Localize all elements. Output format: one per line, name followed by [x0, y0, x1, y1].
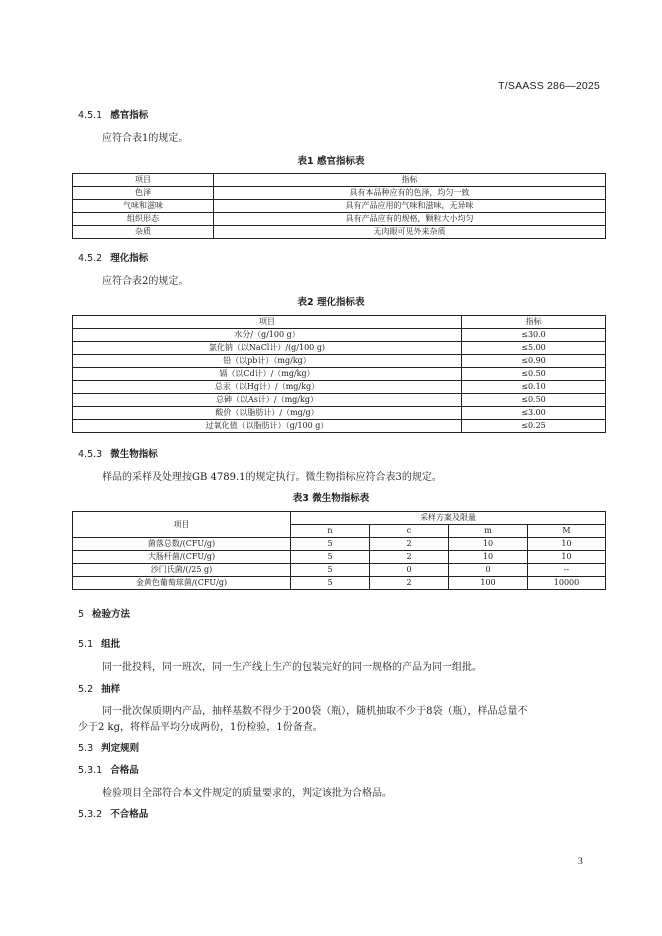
section-number: 5.3.1	[78, 765, 103, 776]
table-cell: 5	[291, 551, 370, 564]
section-number: 5.1	[78, 639, 94, 650]
table-cell: 色泽	[73, 187, 214, 200]
section-title: 检验方法	[92, 609, 131, 620]
table-cell: 具有产品应用的气味和滋味，无异味	[214, 200, 606, 213]
table-cell: 气味和滋味	[73, 200, 214, 213]
table-cell: 2	[370, 551, 449, 564]
table-cell: ≤30.0	[462, 329, 606, 342]
section-title: 不合格品	[110, 809, 149, 820]
table-row	[73, 551, 606, 564]
section-5-3-2-heading	[78, 806, 148, 820]
table-row	[73, 368, 606, 381]
table-2-physicochemical	[72, 315, 606, 433]
table-cell: 具有本品种应有的色泽，均匀一致	[214, 187, 606, 200]
table-cell: 10	[528, 551, 606, 564]
table-cell: 过氧化值（以脂肪计）（g/100 g）	[73, 420, 462, 433]
table-1-caption: 表1 感官指标表	[297, 156, 365, 167]
section-4-5-2-text: 应符合表2的规定。	[102, 276, 189, 287]
table-cell: 0	[449, 564, 528, 577]
section-title: 微生物指标	[110, 449, 158, 460]
table-cell: 菌落总数/(CFU/g)	[73, 538, 291, 551]
header-cell: M	[528, 525, 606, 538]
table-header-row	[73, 316, 606, 329]
table-2-caption: 表2 理化指标表	[297, 297, 365, 308]
table-1-sensory	[72, 173, 606, 239]
section-title: 抽样	[101, 684, 121, 695]
header-cell: 项目	[73, 174, 214, 187]
section-number: 4.5.2	[78, 253, 103, 264]
table-cell: 无肉眼可见外来杂质	[214, 226, 606, 239]
table-row	[73, 187, 606, 200]
section-title: 感官指标	[110, 110, 149, 121]
section-4-5-1-text: 应符合表1的规定。	[102, 133, 189, 144]
table-row	[73, 420, 606, 433]
table-cell: 组织形态	[73, 213, 214, 226]
section-number: 5.3.2	[78, 809, 103, 820]
section-5-2-text-line-1: 同一批次保质期内产品，抽样基数不得少于200袋（瓶），随机抽取不少于8袋（瓶），样品总量不	[102, 706, 528, 717]
table-row	[73, 407, 606, 420]
section-5-heading	[78, 606, 130, 620]
table-cell: 镉（以Cd计）/（mg/kg）	[73, 368, 462, 381]
section-4-5-3-heading	[78, 446, 158, 460]
table-cell: ≤0.25	[462, 420, 606, 433]
table-cell: 2	[370, 538, 449, 551]
table-header-row	[73, 512, 606, 525]
section-4-5-1-heading	[78, 107, 148, 121]
table-cell: 杂质	[73, 226, 214, 239]
table-cell: 沙门氏菌/(/25 g)	[73, 564, 291, 577]
section-number: 4.5.3	[78, 449, 103, 460]
table-row	[73, 538, 606, 551]
header-cell: 指标	[214, 174, 606, 187]
table-row	[73, 226, 606, 239]
document-code: T/SAASS 286—2025	[498, 80, 600, 92]
table-row	[73, 213, 606, 226]
table-cell: 2	[370, 577, 449, 590]
header-cell: 采样方案及限量	[291, 512, 606, 525]
table-cell: 总汞（以Hg计）/（mg/kg）	[73, 381, 462, 394]
table-cell: --	[528, 564, 606, 577]
table-row	[73, 355, 606, 368]
table-cell: 水分/（g/100 g）	[73, 329, 462, 342]
table-cell: 氯化钠（以NaCl计）/(g/100 g)	[73, 342, 462, 355]
section-title: 判定规则	[101, 743, 140, 754]
table-row	[73, 342, 606, 355]
table-cell: ≤0.90	[462, 355, 606, 368]
table-cell: 10	[449, 538, 528, 551]
table-row	[73, 394, 606, 407]
section-5-2-text-line-2: 少于2 kg，将样品平均分成两份，1份检验，1份备查。	[78, 722, 323, 733]
section-5-1-text: 同一批投料，同一班次，同一生产线上生产的包装完好的同一规格的产品为同一组批。	[102, 662, 482, 673]
table-cell: 酸价（以脂肪计）/（mg/g）	[73, 407, 462, 420]
table-row	[73, 577, 606, 590]
table-row	[73, 381, 606, 394]
table-cell: ≤0.50	[462, 394, 606, 407]
table-3-microbial	[72, 511, 606, 590]
table-cell: 10	[449, 551, 528, 564]
section-5-3-1-text: 检验项目全部符合本文件规定的质量要求的，判定该批为合格品。	[102, 788, 392, 799]
table-cell: 大肠杆菌/(CFU/g)	[73, 551, 291, 564]
section-title: 理化指标	[110, 253, 149, 264]
header-cell: c	[370, 525, 449, 538]
table-cell: ≤0.50	[462, 368, 606, 381]
section-5-3-heading	[78, 740, 139, 754]
table-cell: 10000	[528, 577, 606, 590]
section-title: 组批	[101, 639, 121, 650]
header-cell: n	[291, 525, 370, 538]
table-cell: 100	[449, 577, 528, 590]
section-number: 5.2	[78, 684, 94, 695]
header-cell: 项目	[73, 512, 291, 538]
section-4-5-2-heading	[78, 250, 148, 264]
table-cell: 总砷（以As计）/（mg/kg）	[73, 394, 462, 407]
table-cell: 金黄色葡萄球菌/(CFU/g)	[73, 577, 291, 590]
section-5-1-heading	[78, 636, 120, 650]
table-cell: 5	[291, 564, 370, 577]
section-5-2-heading	[78, 681, 120, 695]
table-cell: 铅（以pb计）（mg/kg）	[73, 355, 462, 368]
table-cell: 5	[291, 538, 370, 551]
header-cell: m	[449, 525, 528, 538]
table-cell: 5	[291, 577, 370, 590]
header-cell: 项目	[73, 316, 462, 329]
page-number: 3	[578, 857, 583, 867]
table-cell: ≤3.00	[462, 407, 606, 420]
table-header-row	[73, 174, 606, 187]
table-cell: ≤0.10	[462, 381, 606, 394]
section-number: 5	[78, 609, 85, 620]
table-cell: 10	[528, 538, 606, 551]
table-cell: 0	[370, 564, 449, 577]
section-number: 5.3	[78, 743, 94, 754]
section-number: 4.5.1	[78, 110, 103, 121]
table-row	[73, 329, 606, 342]
table-cell: ≤5.00	[462, 342, 606, 355]
section-5-3-1-heading	[78, 762, 139, 776]
table-row	[73, 200, 606, 213]
section-4-5-3-text: 样品的采样及处理按GB 4789.1的规定执行。微生物指标应符合表3的规定。	[102, 472, 442, 483]
header-cell: 指标	[462, 316, 606, 329]
table-cell: 具有产品应有的规格，颗粒大小均匀	[214, 213, 606, 226]
table-3-caption: 表3 微生物指标表	[292, 493, 370, 504]
table-row	[73, 564, 606, 577]
section-title: 合格品	[110, 765, 139, 776]
